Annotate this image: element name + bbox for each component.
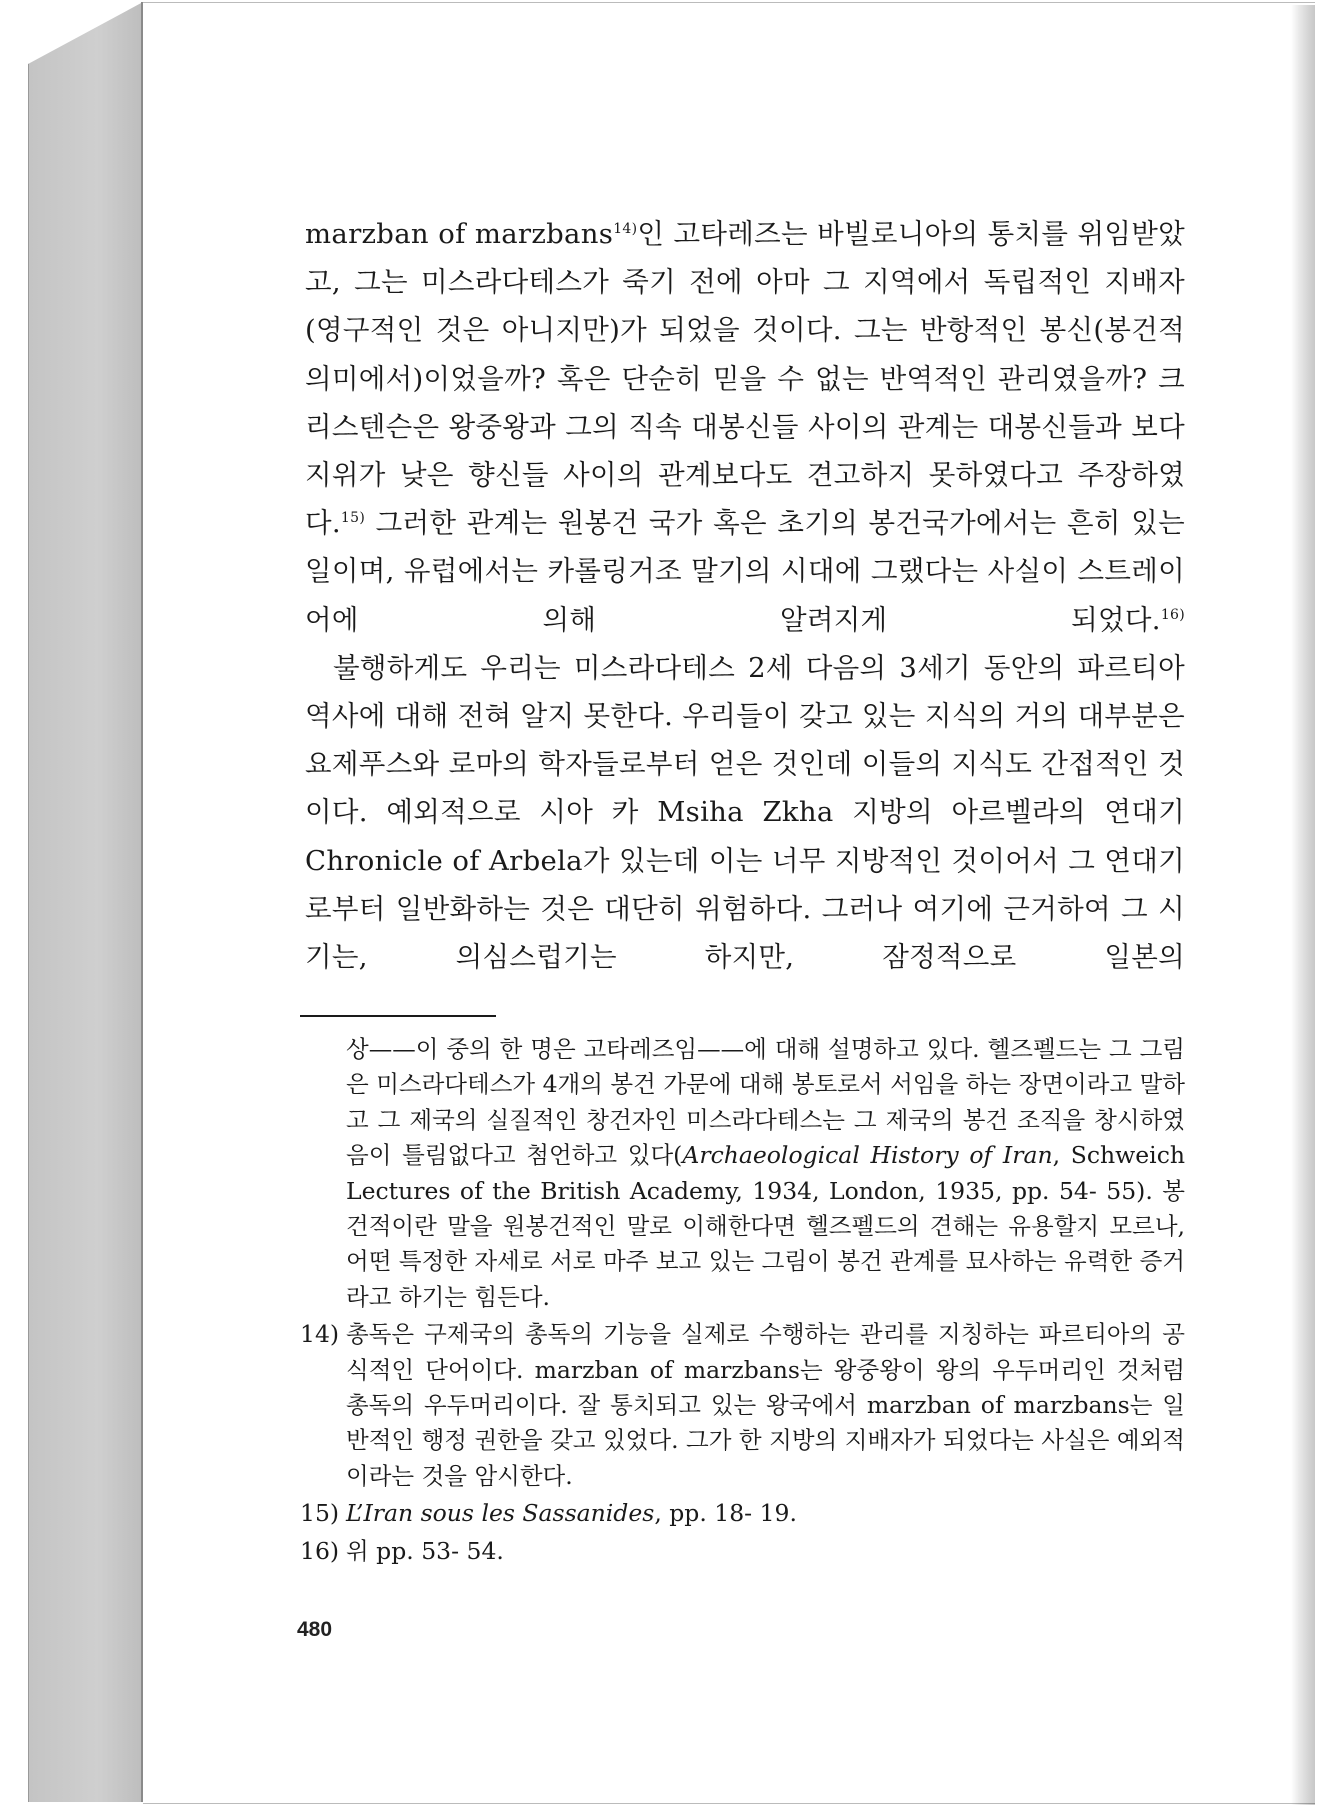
footnote-15 — [300, 1496, 1185, 1531]
footnote-14 — [300, 1317, 1185, 1494]
footnote-number: 15) — [300, 1499, 340, 1528]
page-number: 480 — [297, 1618, 333, 1641]
body-text — [305, 210, 1185, 981]
citation-title: Archaeological History of Iran — [682, 1141, 1053, 1170]
paragraph-2 — [305, 644, 1185, 981]
citation-title: L’Iran sous les Sassanides — [346, 1499, 655, 1528]
footnote-ref-15[interactable]: 15) — [340, 510, 366, 527]
footnote-16 — [300, 1534, 1185, 1569]
text-segment: 인 고타레즈는 바빌로니아의 통치를 위임받았고, 그는 미스라다테스가 죽기 전에 아마 그 지역에서 독립적인 지배자(영구적인 것은 아니지만)가 되었을 것이다. 그는 반항적인 봉신(봉건적 의미에서)이었을까? 혹은 단순히 믿을 수 없는 반역적인 관리였을까? 크리스텐슨은 왕중왕과 그의 직속 대봉신들 사이의 관계는 대봉신들과 보다 지위가 낮은 향신들 사이의 관계보다도 견고하지 못하였다고 주장하였다. — [305, 218, 1185, 540]
footnotes — [300, 1032, 1185, 1569]
footnote-number: 16) — [300, 1536, 340, 1565]
footnote-text: L’Iran sous les Sassanides, pp. 18- 19. — [346, 1499, 797, 1528]
footnote-text: 총독은 구제국의 총독의 기능을 실제로 수행하는 관리를 지칭하는 파르티아의 공식적인 단어이다. marzban of marzbans는 왕중왕이 왕의 우두머리인 것처럼 총독의 우두머리이다. 잘 통치되고 있는 왕국에서 marzban of marzbans는 일반적인 행정 권한을 갖고 있었다. 그가 한 지방의 지배자가 되었다는 사실은 예외적이라는 것을 암시한다. — [346, 1320, 1185, 1490]
footnote-ref-16[interactable]: 16) — [1160, 606, 1185, 623]
footnote-13-continuation: 상——이 중의 한 명은 고타레즈임——에 대해 설명하고 있다. 헬즈펠드는 그 그림은 미스라다테스가 4개의 봉건 가문에 대해 봉토로서 서임을 하는 장면이라고 말하고 그 제국의 실질적인 창건자인 미스라다테스는 그 제국의 봉건 조직을 창시하였음이 틀림없다고 첨언하고 있다(Archaeological History of Iran, Schweich Lectures of the British Academy, 1934, London, 1935, pp. 54- 55). 봉건적이란 말을 원봉건적인 말로 이해한다면 헬즈펠드의 견해는 유용할지 모르나, 어떤 특정한 자세로 서로 마주 보고 있는 그림이 봉건 관계를 묘사하는 유력한 증거라고 하기는 힘든다. — [346, 1035, 1185, 1311]
page-edge-shadow — [1291, 5, 1315, 1805]
text-segment: 그러한 관계는 원봉건 국가 혹은 초기의 봉건국가에서는 흔히 있는 일이며, 유럽에서는 카롤링거조 말기의 시대에 그랬다는 사실이 스트레이어에 의해 알려지게 되었다. — [305, 507, 1185, 636]
book-spine — [28, 2, 143, 1802]
footnote-number: 14) — [300, 1320, 340, 1349]
footnote-divider — [300, 1015, 496, 1017]
text-segment: 불행하게도 우리는 미스라다테스 2세 다음의 3세기 동안의 파르티아 역사에 대해 전혀 알지 못한다. 우리들이 갖고 있는 지식의 거의 대부분은 요제푸스와 로마의 학자들로부터 얻은 것인데 이들의 지식도 간접적인 것이다. 예외적으로 시아 카 Msiha Zkha 지방의 아르벨라의 연대기 Chronicle of Arbela가 있는데 이는 너무 지방적인 것이어서 그 연대기로부터 일반화하는 것은 대단히 위험하다. 그러나 여기에 근거하여 그 시기는, 의심스럽기는 하지만, 잠정적으로 일본의 — [305, 651, 1185, 974]
paragraph-1 — [305, 210, 1185, 644]
text-segment: marzban of marzbans — [305, 218, 614, 250]
footnote-text: 위 pp. 53- 54. — [346, 1536, 504, 1565]
footnote-ref-14[interactable]: 14) — [613, 220, 638, 237]
